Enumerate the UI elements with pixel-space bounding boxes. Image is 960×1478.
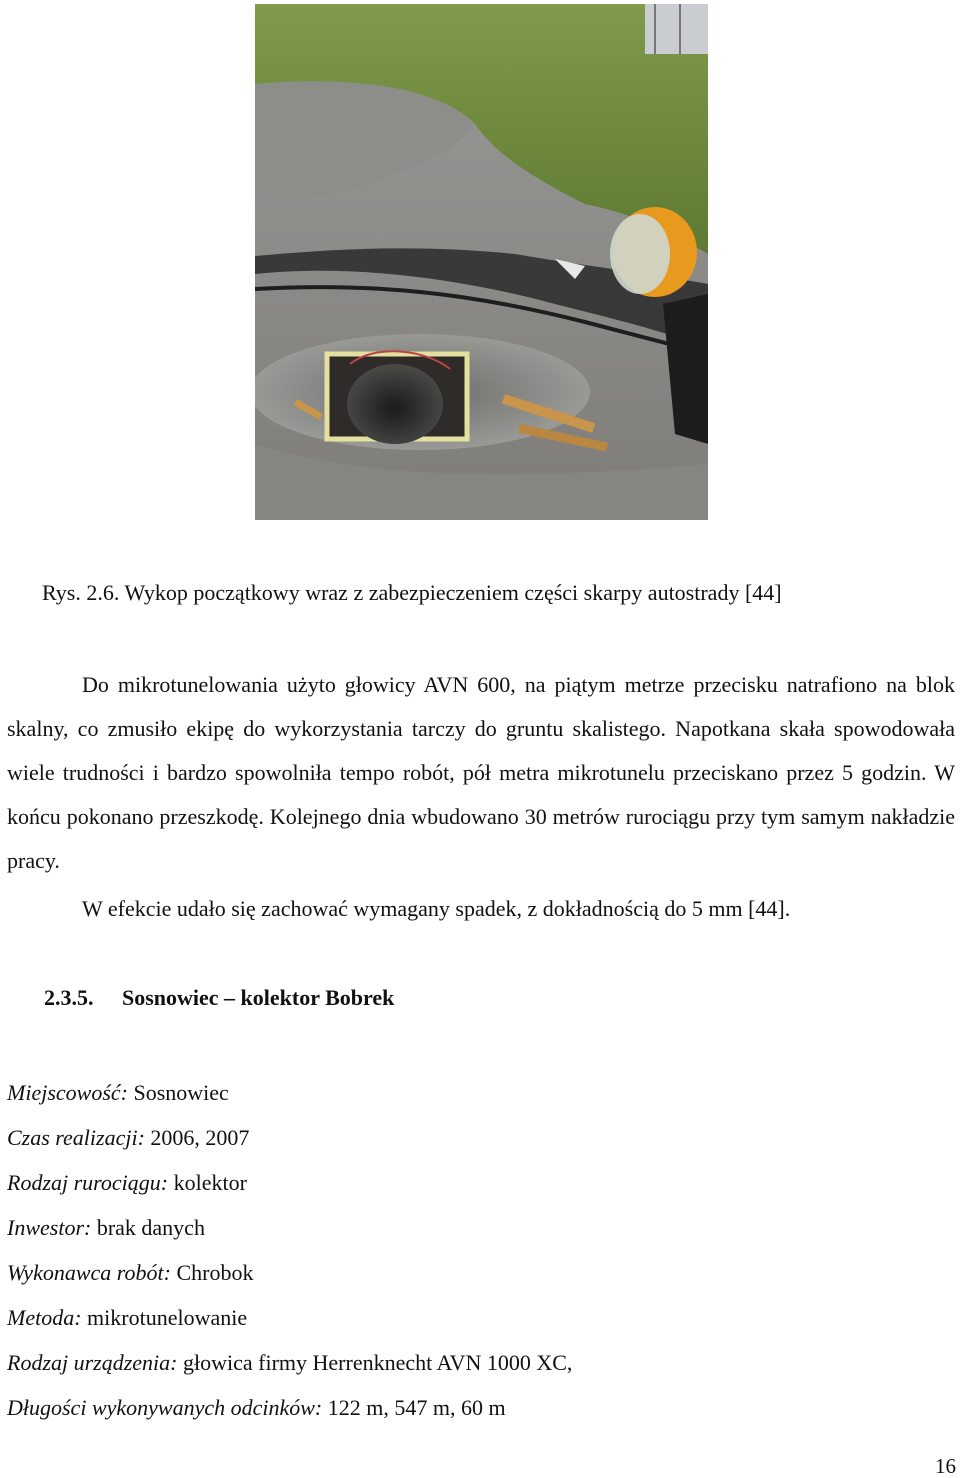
info-label: Rodzaj rurociągu: — [7, 1170, 169, 1195]
info-value: 122 m, 547 m, 60 m — [322, 1395, 506, 1420]
info-row-contractor — [7, 1250, 907, 1295]
info-row-location — [7, 1070, 907, 1115]
info-label: Miejscowość: — [7, 1080, 128, 1105]
info-value: Chrobok — [170, 1260, 254, 1285]
info-label: Rodzaj urządzenia: — [7, 1350, 178, 1375]
body-paragraph-2: W efekcie udało się zachować wymagany spadek, z dokładnością do 5 mm [44]. — [82, 896, 791, 921]
page-number: 16 — [935, 1454, 956, 1478]
info-label: Metoda: — [7, 1305, 82, 1330]
info-label: Wykonawca robót: — [7, 1260, 171, 1285]
info-value: brak danych — [91, 1215, 205, 1240]
info-label: Inwestor: — [7, 1215, 92, 1240]
info-value: mikrotunelowanie — [81, 1305, 248, 1330]
info-value: 2006, 2007 — [144, 1125, 250, 1150]
info-value: Sosnowiec — [127, 1080, 229, 1105]
figure-caption: Rys. 2.6. Wykop początkowy wraz z zabezpieczeniem części skarpy autostrady [44] — [42, 580, 782, 605]
body-paragraph-1: Do mikrotunelowania użyto głowicy AVN 600, na piątym metrze przecisku natrafiono na blok skalny, co zmusiło ekipę do wykorzystania tarczy do gruntu skalistego. Napotkana skała spowodowała wiele trudności i bardzo spowolniła tempo robót, pół metra mikrotunelu przeciskano przez 5 godzin. W końcu pokonano przeszkodę. Kolejnego dnia wbudowano 30 metrów rurociągu przy tym samym nakładzie pracy. — [7, 672, 955, 873]
info-row-lengths — [7, 1385, 907, 1430]
info-value: kolektor — [168, 1170, 247, 1195]
info-label: Długości wykonywanych odcinków: — [7, 1395, 323, 1420]
figure-photo — [255, 4, 708, 520]
info-row-pipe-type — [7, 1160, 907, 1205]
info-row-method — [7, 1295, 907, 1340]
launch-pit-photo — [255, 4, 708, 520]
section-title: Sosnowiec – kolektor Bobrek — [122, 985, 395, 1010]
info-value: głowica firmy Herrenknecht AVN 1000 XC, — [177, 1350, 573, 1375]
info-row-time — [7, 1115, 907, 1160]
section-number: 2.3.5. — [44, 985, 94, 1010]
project-info-list — [7, 1070, 907, 1430]
info-label: Czas realizacji: — [7, 1125, 145, 1150]
info-row-device — [7, 1340, 907, 1385]
section-heading — [44, 982, 394, 1014]
info-row-investor — [7, 1205, 907, 1250]
